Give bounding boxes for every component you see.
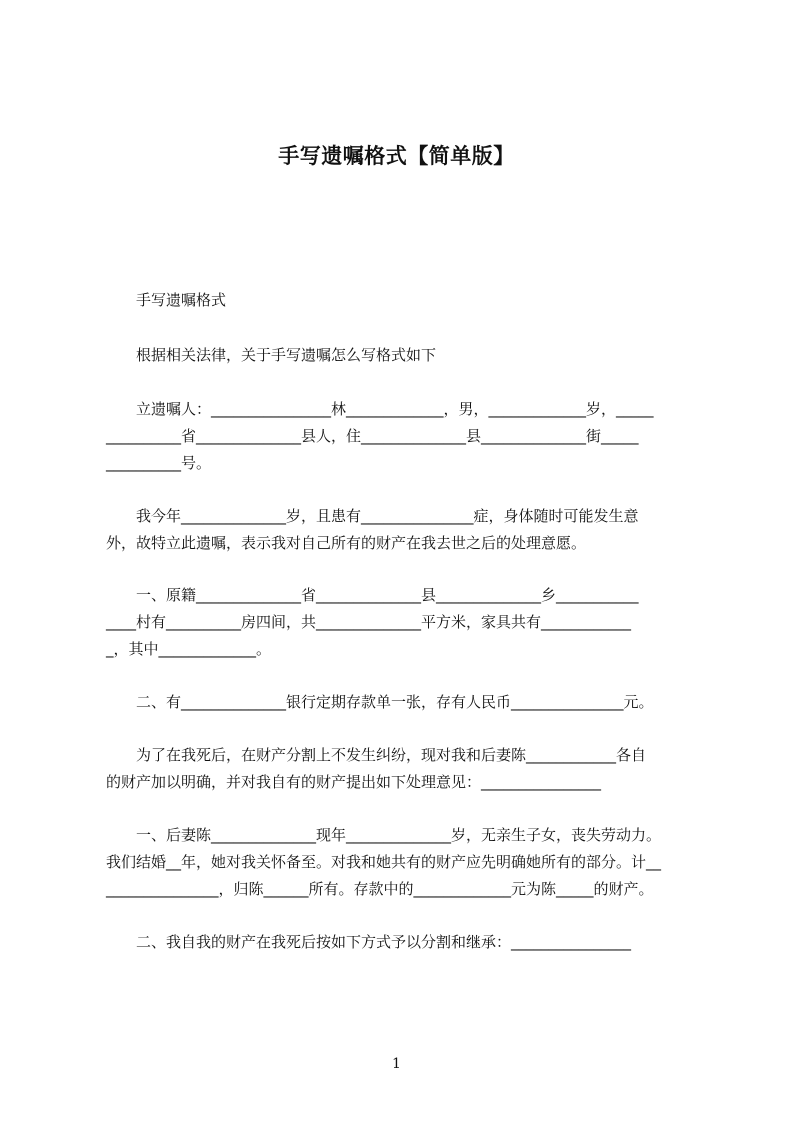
deposit-line: 二、有______________银行定期存款单一张，存有人民币_______________元。 (136, 693, 654, 711)
testator-line-3: __________号。 (106, 454, 212, 472)
wife-line-3: _______________，归陈______所有。存款中的_____________元为陈_____的财产。 (106, 880, 654, 898)
intro-paragraph: 根据相关法律，关于手写遗嘱怎么写格式如下 (136, 346, 437, 364)
condition-line-1: 我今年______________岁，且患有_______________症，身体随时可能发生意 (136, 507, 639, 525)
purpose-line-2: 的财产加以明确，并对我自有的财产提出如下处理意见：________________ (106, 773, 602, 791)
own-property-line: 二、我自我的财产在我死后按如下方式予以分割和继承：________________ (136, 933, 632, 951)
testator-line-1: 立遗嘱人：________________林_____________，男，_____________岁，_____ (136, 400, 654, 418)
page-number: 1 (392, 1056, 401, 1072)
wife-line-2: 我们结婚__年，她对我关怀备至。对我和她共有的财产应先明确她所有的部分。计__ (106, 853, 662, 871)
testator-line-2: __________省______________县人，住______________县______________街_____ (106, 427, 639, 445)
house-line-2: ____村有__________房四间，共______________平方米，家具共有____________ (106, 613, 632, 631)
house-line-3: _，其中_____________。 (106, 640, 272, 658)
house-line-1: 一、原籍______________省______________县______________乡___________ (136, 586, 639, 604)
purpose-line-1: 为了在我死后，在财产分割上不发生纠纷，现对我和后妻陈____________各自 (136, 746, 647, 764)
document-title: 手写遗嘱格式【简单版】 (278, 144, 515, 168)
section-heading: 手写遗嘱格式 (136, 291, 227, 309)
wife-line-1: 一、后妻陈______________现年______________岁，无亲生子女，丧失劳动力。 (136, 826, 662, 844)
condition-line-2: 外，故特立此遗嘱，表示我对自己所有的财产在我去世之后的处理意愿。 (106, 534, 587, 552)
